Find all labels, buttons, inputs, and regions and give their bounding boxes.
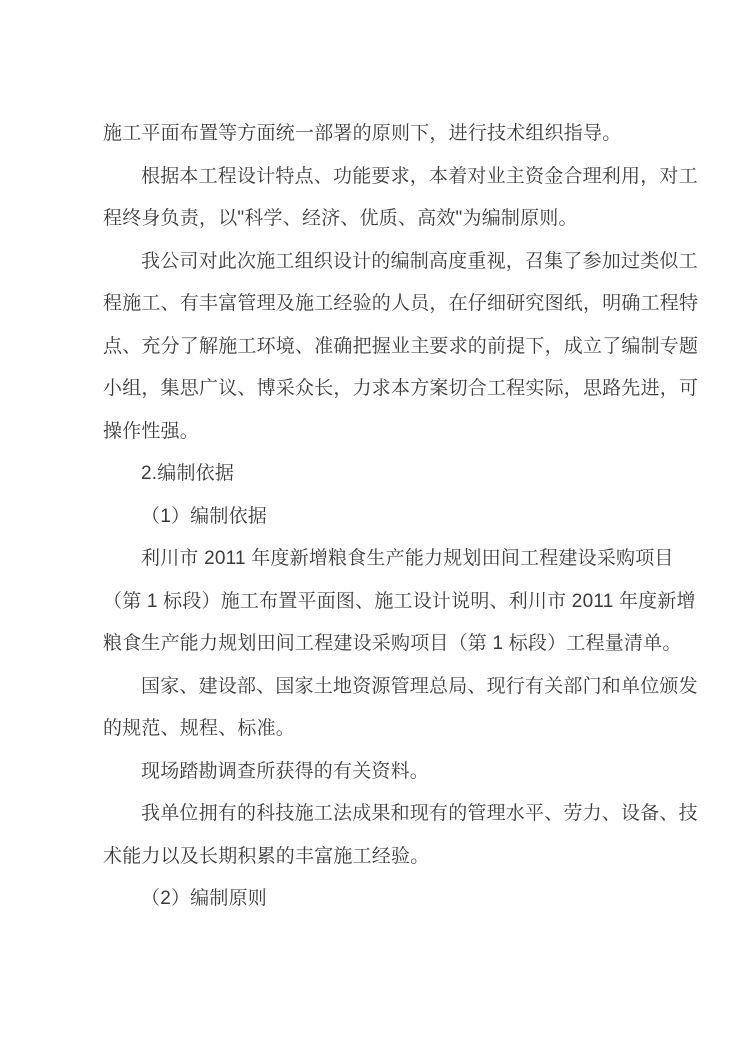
text-line: 利川市 2011 年度新增粮食生产能力规划田间工程建设采购项目	[141, 548, 674, 569]
text-line: 操作性强。	[103, 420, 200, 442]
text-line: 根据本工程设计特点、功能要求，本着对业主资金合理利用，对工	[141, 165, 698, 187]
text-line: 小组，集思广议、博采众长，力求本方案切合工程实际，思路先进，可	[103, 378, 699, 399]
text-line: 国家、建设部、国家土地资源管理总局、现行有关部门和单位颁发	[141, 675, 698, 697]
text-line: 的规范、规程、标准。	[103, 718, 296, 739]
text-line: 2.编制依据	[141, 463, 235, 484]
document-body	[103, 113, 703, 921]
text-line: 点、充分了解施工环境、准确把握业主要求的前提下，成立了编制专题	[103, 335, 699, 357]
text-line: 我单位拥有的科技施工法成果和现有的管理水平、劳力、设备、技	[141, 803, 698, 824]
text-line: 我公司对此次施工组织设计的编制高度重视，召集了参加过类似工	[141, 250, 698, 272]
text-line: （1）编制依据	[141, 505, 267, 527]
text-line: 粮食生产能力规划田间工程建设采购项目（第 1 标段）工程量清单。	[103, 633, 682, 654]
text-line: （2）编制原则	[141, 888, 267, 909]
text-line: （第 1 标段）施工布置平面图、施工设计说明、利川市 2011 年度新增	[103, 590, 696, 612]
text-line: 现场踏勘调查所获得的有关资料。	[141, 760, 430, 782]
text-line: 术能力以及长期积累的丰富施工经验。	[103, 845, 430, 867]
text-line: 程施工、有丰富管理及施工经验的人员，在仔细研究图纸，明确工程特	[103, 293, 699, 314]
text-line: 施工平面布置等方面统一部署的原则下，进行技术组织指导。	[103, 123, 622, 144]
text-line: 程终身负责，以"科学、经济、优质、高效"为编制原则。	[103, 208, 578, 229]
